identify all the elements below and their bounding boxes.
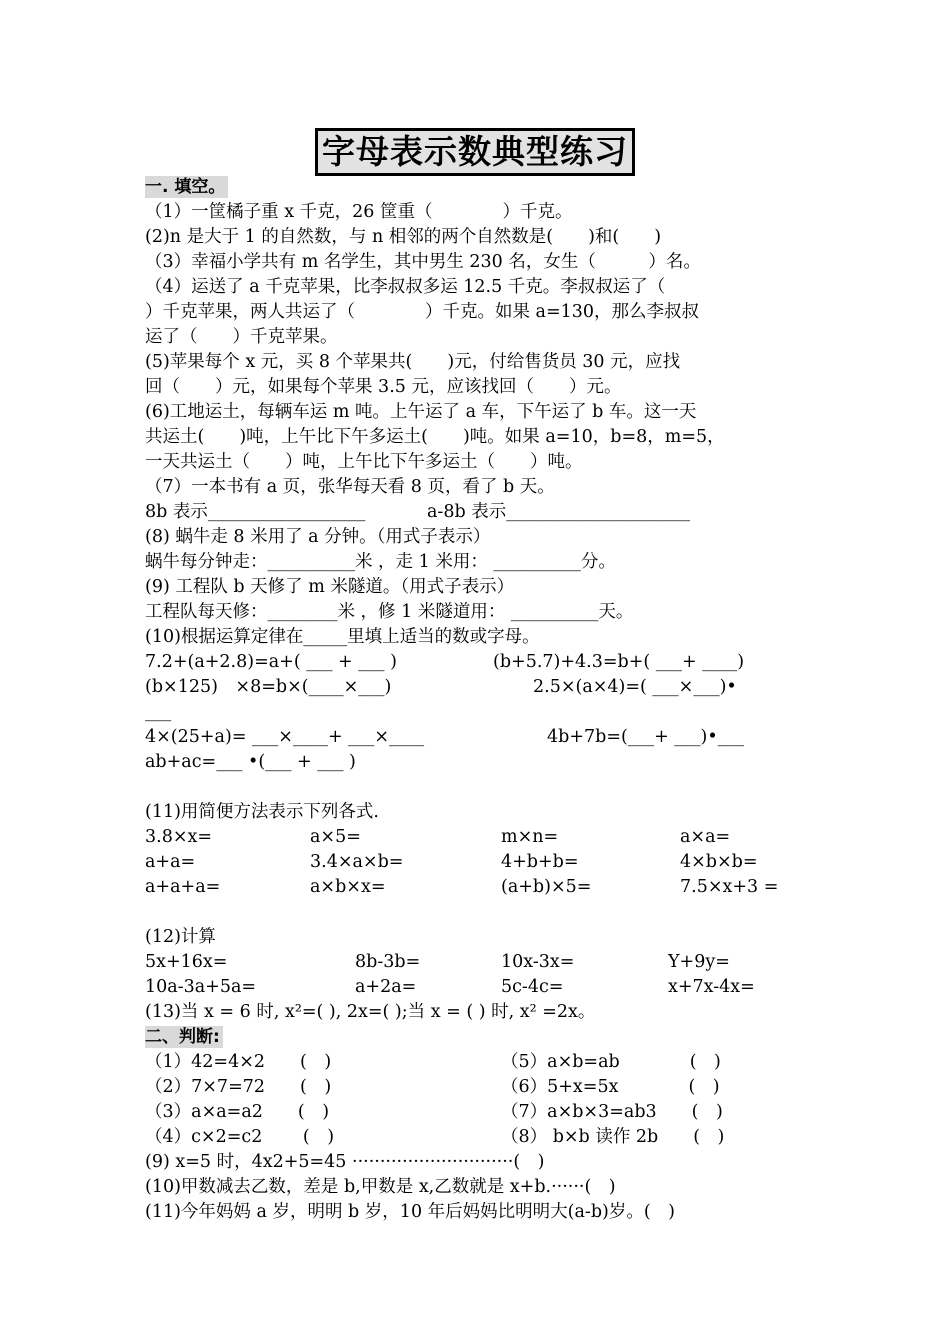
q11-cell: 4×b×b= bbox=[680, 852, 758, 872]
q10-expr: (b×125) ×8=b×(____×___) bbox=[145, 677, 392, 697]
q12-cell: x+7x-4x= bbox=[668, 977, 755, 997]
q10-expr: 4b+7b=(___+ ___)•___ bbox=[547, 727, 744, 747]
q11-row bbox=[145, 875, 810, 900]
judgement-11: (11)今年妈妈 a 岁，明明 b 岁，10 年后妈妈比明明大(a-b)岁。( ) bbox=[145, 1202, 675, 1222]
q10-row-2-tail: ___ bbox=[145, 702, 172, 722]
q11-cell: (a+b)×5= bbox=[501, 877, 592, 897]
judgement-row bbox=[145, 1100, 810, 1125]
q12-cell: 5x+16x= bbox=[145, 952, 228, 972]
q12-cell: 5c-4c= bbox=[501, 977, 564, 997]
q10-row-1 bbox=[145, 650, 810, 675]
question-10: (10)根据运算定律在_____里填上适当的数或字母。 bbox=[145, 627, 540, 647]
q10-expr: (b+5.7)+4.3=b+( ___+ ____) bbox=[493, 652, 745, 672]
q10-expr: 7.2+(a+2.8)=a+( ___ + ___ ) bbox=[145, 652, 397, 672]
question-7-blanks bbox=[145, 500, 810, 525]
q12-row bbox=[145, 975, 810, 1000]
section-heading-fill-blank: 一. 填空。 bbox=[145, 176, 228, 198]
q12-cell: 10x-3x= bbox=[501, 952, 575, 972]
q11-cell: a+a= bbox=[145, 852, 196, 872]
judgement-row bbox=[145, 1050, 810, 1075]
question-5-line-2: 回（ ）元，如果每个苹果 3.5 元，应该找回（ ）元。 bbox=[145, 377, 622, 397]
judgement-cell: （3）a×a=a2 ( ) bbox=[145, 1102, 330, 1122]
question-1: （1）一筐橘子重 x 千克，26 筐重（ ）千克。 bbox=[145, 202, 573, 222]
question-12: (12)计算 bbox=[145, 927, 216, 947]
question-8: (8) 蜗牛走 8 米用了 a 分钟。（用式子表示） bbox=[145, 527, 491, 547]
q11-cell: 7.5×x+3 = bbox=[680, 877, 779, 897]
q11-row bbox=[145, 825, 810, 850]
q11-cell: 3.4×a×b= bbox=[310, 852, 404, 872]
q12-row bbox=[145, 950, 810, 975]
judgement-cell: （1）42=4×2 ( ) bbox=[145, 1052, 332, 1072]
question-2: (2)n 是大于 1 的自然数，与 n 相邻的两个自然数是( )和( ) bbox=[145, 227, 662, 247]
q12-cell: 8b-3b= bbox=[355, 952, 421, 972]
q11-expression-grid bbox=[145, 825, 810, 900]
q7-right-blank: a-8b 表示_____________________ bbox=[427, 502, 690, 522]
question-6-line-2: 共运土( )吨，上午比下午多运土( )吨。如果 a=10，b=8，m=5， bbox=[145, 427, 725, 447]
judgement-row bbox=[145, 1075, 810, 1100]
question-9-answer: 工程队每天修：________米 ，修 1 米隧道用： __________天。 bbox=[145, 602, 634, 622]
q12-cell: a+2a= bbox=[355, 977, 417, 997]
question-8-answer: 蜗牛每分钟走：__________米 ，走 1 米用： __________分。 bbox=[145, 552, 616, 572]
judgement-cell: （7）a×b×3=ab3 ( ) bbox=[501, 1102, 723, 1122]
judgement-cell: （8） b×b 读作 2b ( ) bbox=[501, 1127, 725, 1147]
judgement-cell: （2）7×7=72 ( ) bbox=[145, 1077, 332, 1097]
question-11: (11)用简便方法表示下列各式. bbox=[145, 802, 379, 822]
q11-cell: m×n= bbox=[501, 827, 559, 847]
q7-left-blank: 8b 表示__________________ bbox=[145, 502, 366, 522]
judgement-10: (10)甲数减去乙数，差是 b,甲数是 x,乙数就是 x+b.······( ) bbox=[145, 1177, 616, 1197]
q10-row-3 bbox=[145, 725, 810, 750]
page-title: 字母表示数典型练习 bbox=[315, 128, 635, 176]
question-6-line-1: (6)工地运土，每辆车运 m 吨。上午运了 a 车，下午运了 b 车。这一天 bbox=[145, 402, 697, 422]
section-heading-judgement: 二、判断: bbox=[145, 1026, 223, 1048]
q12-cell: 10a-3a+5a= bbox=[145, 977, 257, 997]
q10-expr: 2.5×(a×4)=( ___×___)• bbox=[533, 677, 737, 697]
q10-row-4: ab+ac=___ •(___ + ___ ) bbox=[145, 752, 356, 772]
question-7: （7）一本书有 a 页，张华每天看 8 页，看了 b 天。 bbox=[145, 477, 555, 497]
q11-cell: a×5= bbox=[310, 827, 361, 847]
q10-expr: 4×(25+a)= ___×____+ ___×____ bbox=[145, 727, 425, 747]
question-4-line-1: （4）运送了 a 千克苹果，比李叔叔多运 12.5 千克。李叔叔运了（ bbox=[145, 277, 666, 297]
question-9: (9) 工程队 b 天修了 m 米隧道。（用式子表示） bbox=[145, 577, 515, 597]
question-3: （3）幸福小学共有 m 名学生，其中男生 230 名，女生（ ）名。 bbox=[145, 252, 701, 272]
judgement-cell: （5）a×b=ab ( ) bbox=[501, 1052, 721, 1072]
q11-cell: a×a= bbox=[680, 827, 731, 847]
judgement-cell: （6）5+x=5x ( ) bbox=[501, 1077, 720, 1097]
question-6-line-3: 一天共运土（ ）吨，上午比下午多运土（ ）吨。 bbox=[145, 452, 583, 472]
question-4-line-2: ）千克苹果，两人共运了（ ）千克。如果 a=130，那么李叔叔 bbox=[145, 302, 700, 322]
q11-row bbox=[145, 850, 810, 875]
q11-cell: a+a+a= bbox=[145, 877, 221, 897]
q10-row-2 bbox=[145, 675, 810, 700]
q12-expression-grid bbox=[145, 950, 810, 1000]
question-5-line-1: (5)苹果每个 x 元，买 8 个苹果共( )元，付给售货员 30 元，应找 bbox=[145, 352, 681, 372]
q11-cell: a×b×x= bbox=[310, 877, 386, 897]
judgement-9: (9) x=5 时，4x2+5=45 ·····························( ) bbox=[145, 1152, 545, 1172]
judgement-grid bbox=[145, 1050, 810, 1150]
q11-cell: 3.8×x= bbox=[145, 827, 213, 847]
q11-cell: 4+b+b= bbox=[501, 852, 579, 872]
question-13: (13)当 x = 6 时, x²=( ), 2x=( );当 x = ( ) 时, x² =2x。 bbox=[145, 1002, 596, 1022]
q12-cell: Y+9y= bbox=[668, 952, 730, 972]
worksheet-content bbox=[145, 175, 810, 1225]
question-4-line-3: 运了（ ）千克苹果。 bbox=[145, 327, 338, 347]
judgement-cell: （4）c×2=c2 ( ) bbox=[145, 1127, 335, 1147]
judgement-row bbox=[145, 1125, 810, 1150]
